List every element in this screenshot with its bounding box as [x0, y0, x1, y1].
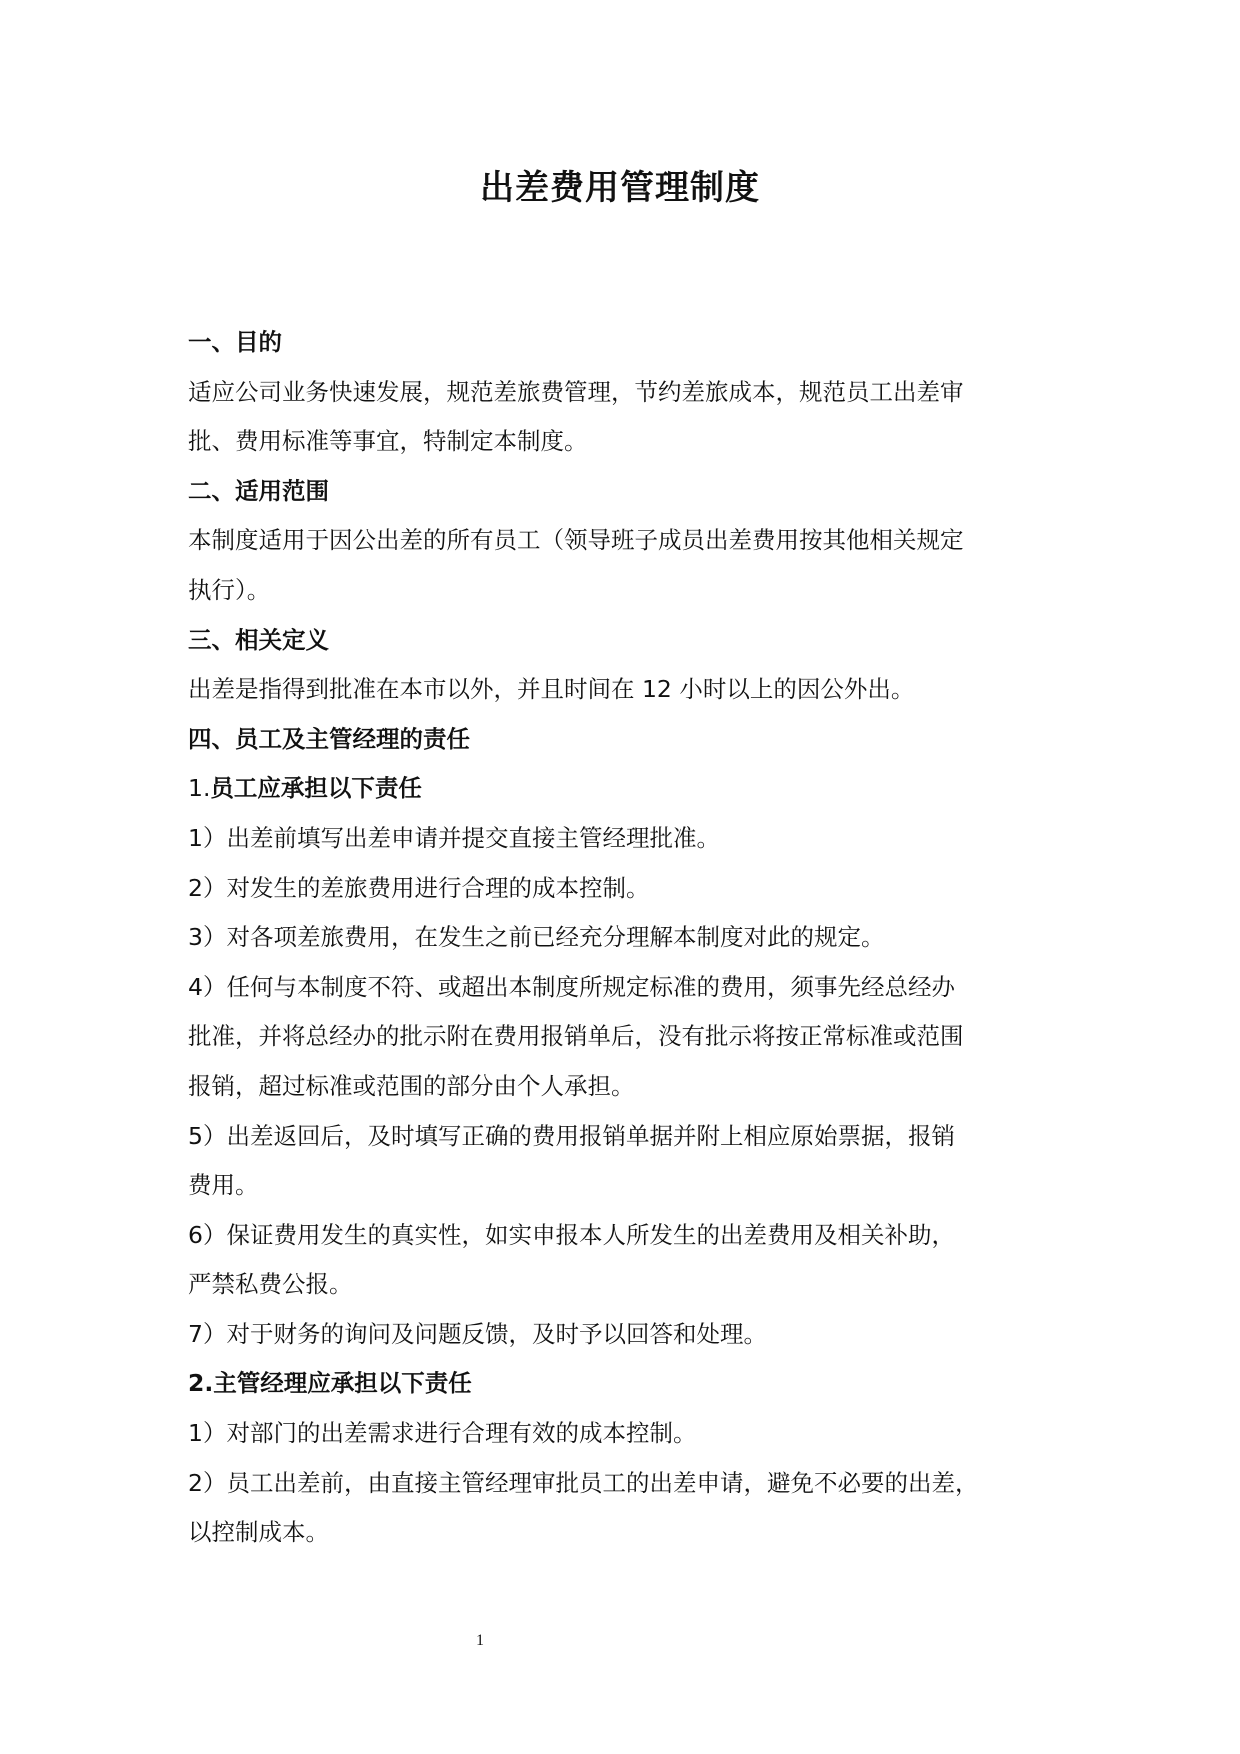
paragraph-line: 出差是指得到批准在本市以外，并且时间在 12 小时以上的因公外出。 — [188, 675, 915, 704]
list-item: 2）对发生的差旅费用进行合理的成本控制。 — [188, 873, 650, 902]
list-item: 7）对于财务的询问及问题反馈，及时予以回答和处理。 — [188, 1319, 767, 1348]
paragraph-line: 执行）。 — [188, 575, 271, 604]
list-item-continuation: 严禁私费公报。 — [188, 1270, 353, 1299]
document-title: 出差费用管理制度 — [480, 168, 760, 208]
list-item-continuation: 报销，超过标准或范围的部分由个人承担。 — [188, 1071, 635, 1100]
paragraph-line: 批、费用标准等事宜，特制定本制度。 — [188, 427, 588, 456]
list-item: 3）对各项差旅费用，在发生之前已经充分理解本制度对此的规定。 — [188, 923, 885, 952]
paragraph-line: 本制度适用于因公出差的所有员工（领导班子成员出差费用按其他相关规定 — [188, 526, 964, 555]
list-item-continuation: 费用。 — [188, 1171, 259, 1200]
list-item: 5）出差返回后，及时填写正确的费用报销单据并附上相应原始票据，报销 — [188, 1121, 955, 1150]
paragraph-line: 适应公司业务快速发展，规范差旅费管理，节约差旅成本，规范员工出差审 — [188, 377, 964, 406]
section-heading: 四、员工及主管经理的责任 — [188, 724, 470, 753]
subsection-heading: 2.主管经理应承担以下责任 — [188, 1369, 472, 1398]
document-body — [188, 318, 1088, 1558]
list-item-continuation: 以控制成本。 — [188, 1518, 329, 1547]
list-item: 4）任何与本制度不符、或超出本制度所规定标准的费用，须事先经总经办 — [188, 972, 955, 1001]
subsection-title: 员工应承担以下责任 — [210, 774, 422, 803]
subsection-heading — [188, 764, 1088, 814]
list-item: 2）员工出差前，由直接主管经理审批员工的出差申请，避免不必要的出差， — [188, 1468, 979, 1497]
subsection-number: 1. — [188, 774, 211, 803]
list-item-continuation: 批准，并将总经办的批示附在费用报销单后，没有批示将按正常标准或范围 — [188, 1022, 964, 1051]
section-heading: 三、相关定义 — [188, 625, 329, 654]
section-heading: 一、目的 — [188, 328, 282, 356]
list-item: 1）出差前填写出差申请并提交直接主管经理批准。 — [188, 823, 720, 852]
list-item: 1）对部门的出差需求进行合理有效的成本控制。 — [188, 1419, 697, 1448]
list-item: 6）保证费用发生的真实性，如实申报本人所发生的出差费用及相关补助， — [188, 1220, 955, 1249]
section-heading: 二、适用范围 — [188, 476, 329, 505]
page-number: 1 — [476, 1632, 484, 1649]
